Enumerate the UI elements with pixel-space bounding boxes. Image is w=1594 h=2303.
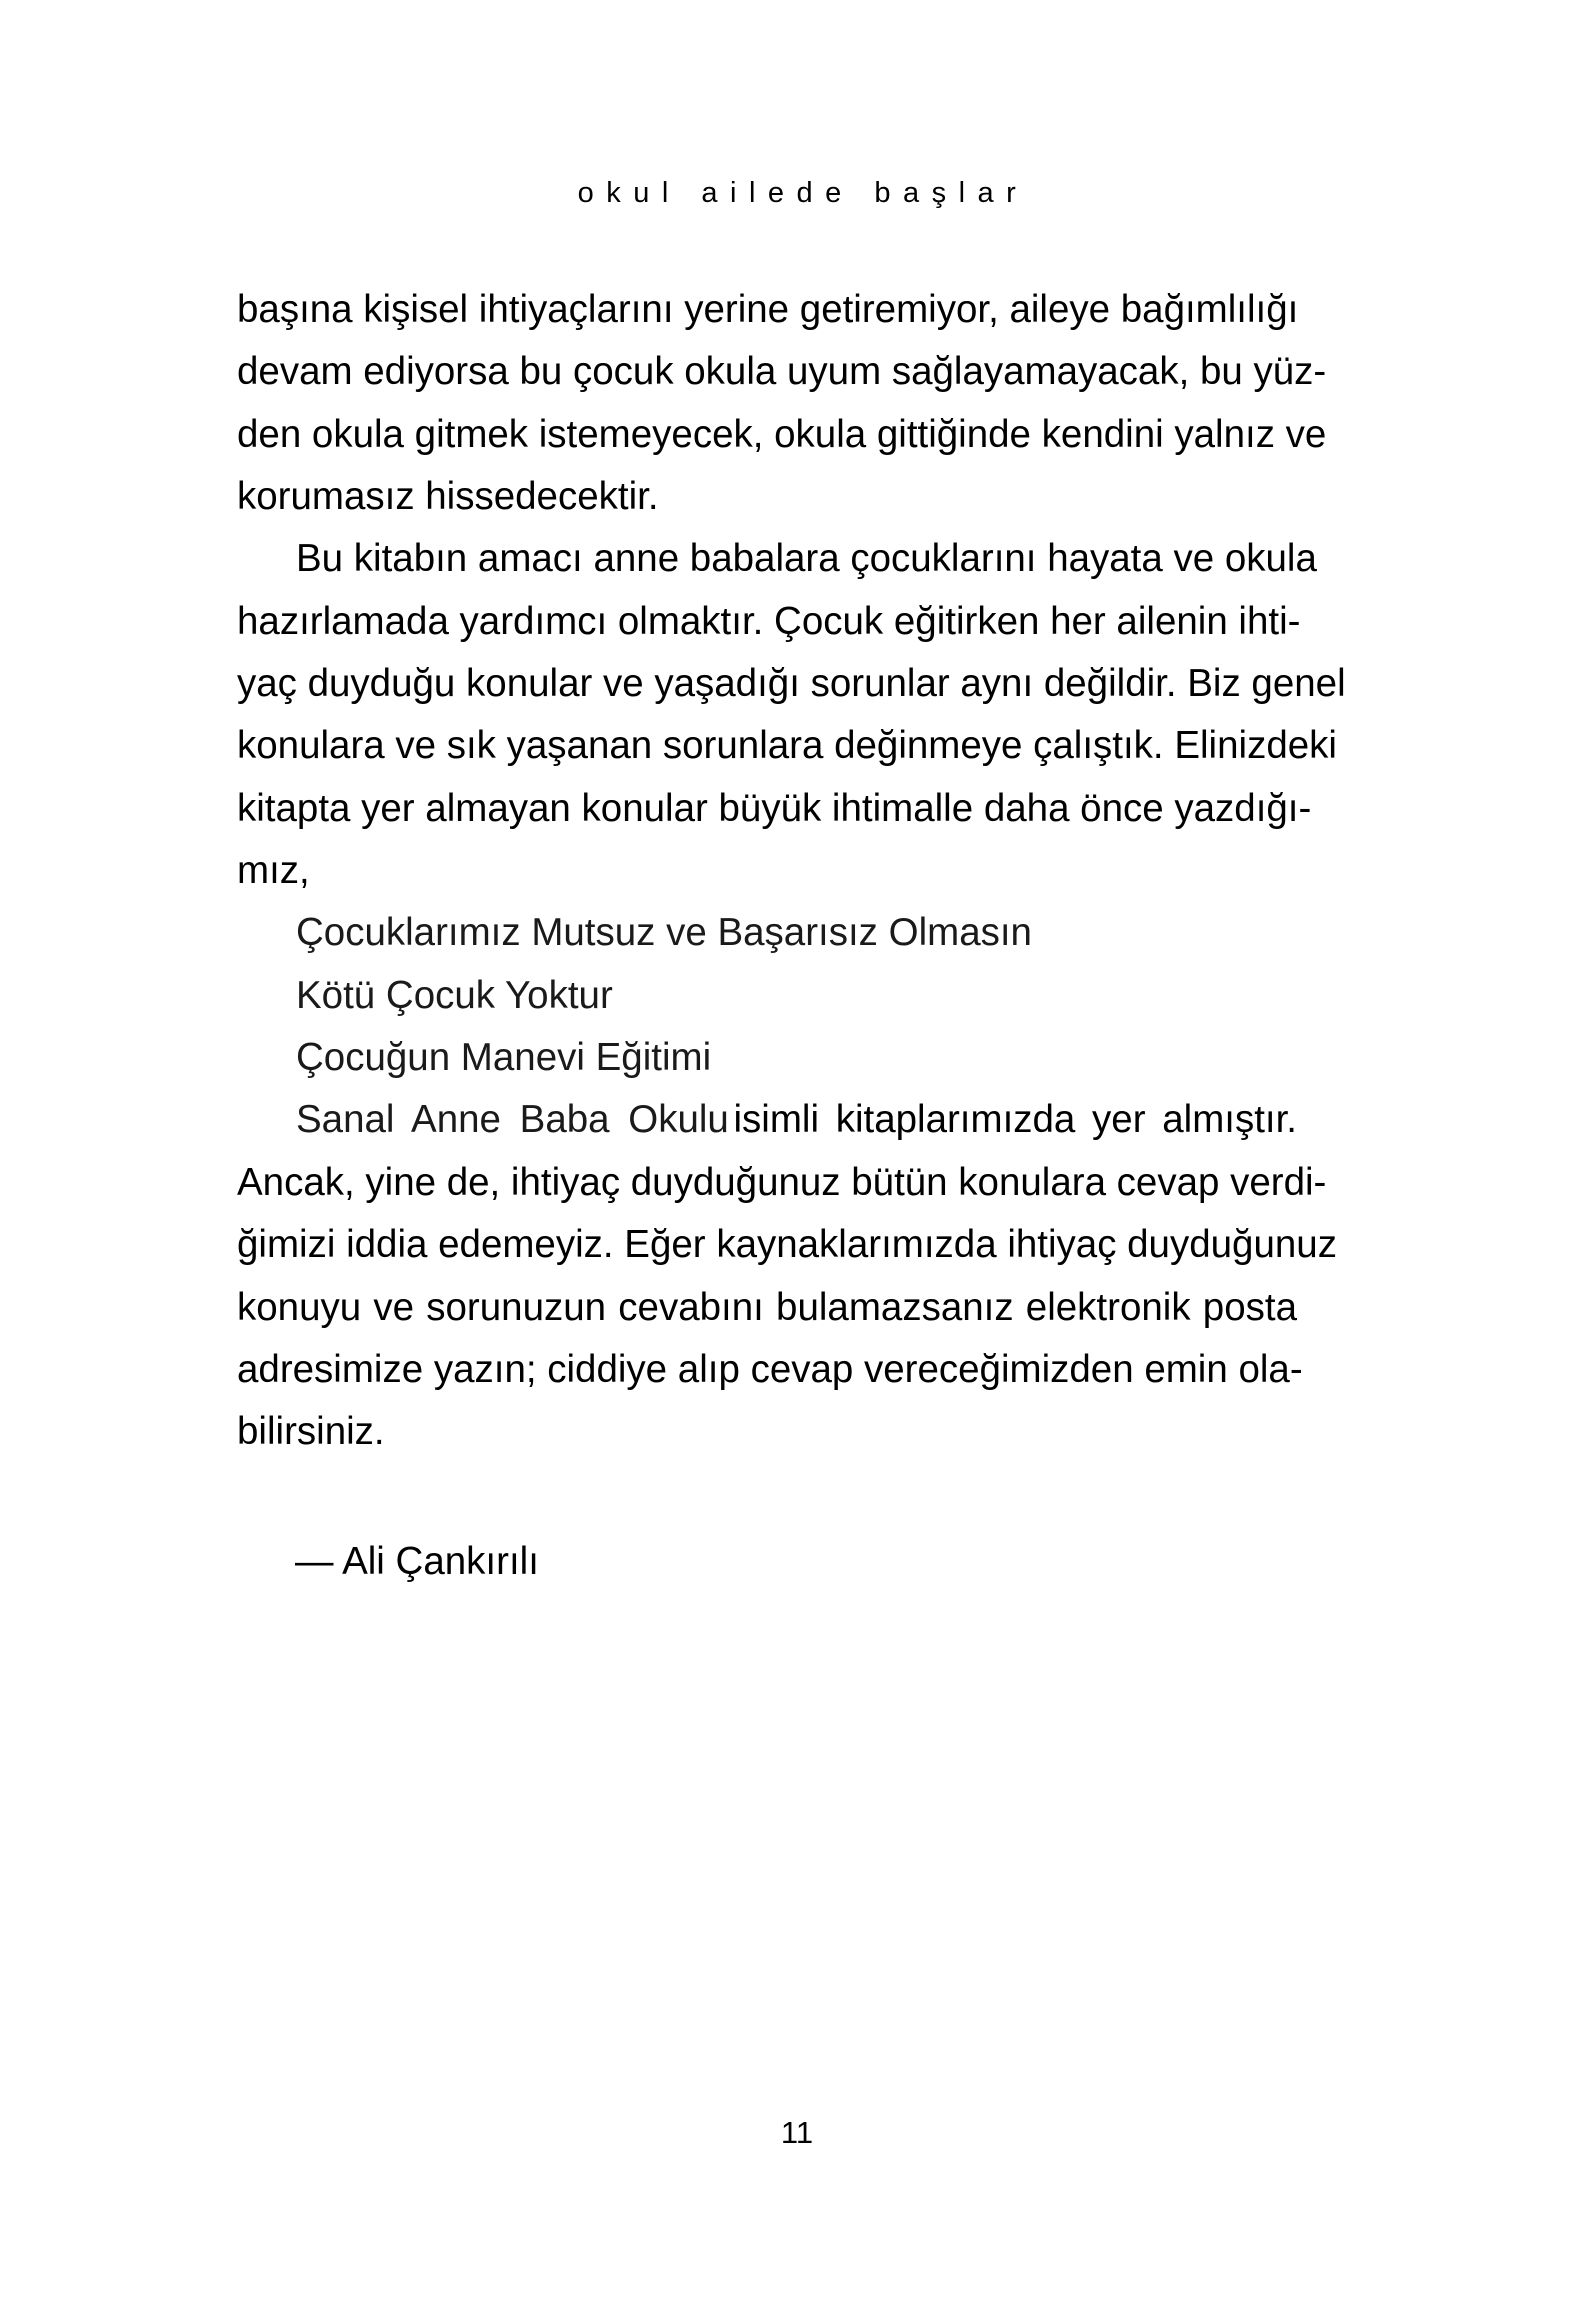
author-signature: — Ali Çankırılı: [295, 1540, 539, 1583]
paragraph-3: [237, 1089, 1337, 1463]
text-line: adresimize yazın; ciddiye alıp cevap vereceğimizden emin ola-: [237, 1347, 1303, 1391]
paragraph-1: [237, 279, 1327, 528]
book-title-list: [237, 902, 1297, 1089]
text-line: korumasız hissedecektir.: [237, 475, 659, 519]
body-text: [237, 279, 1346, 1464]
text-line: konulara ve sık yaşanan sorunlara değinmeye çalıştık. Elinizdeki: [237, 724, 1337, 768]
text-line: den okula gitmek istemeyecek, okula gittiğinde kendini yalnız ve: [237, 412, 1327, 456]
book-title: Sanal Anne Baba Okulu: [296, 1098, 729, 1142]
text-line: kitapta yer almayan konular büyük ihtimalle daha önce yazdığı-: [237, 786, 1312, 830]
book-title: Kötü Çocuk Yoktur: [296, 973, 613, 1017]
text-line: bilirsiniz.: [237, 1410, 385, 1454]
text-line: [237, 1089, 1297, 1151]
text-line: Ancak, yine de, ihtiyaç duyduğunuz bütün konulara cevap verdi-: [237, 1160, 1327, 1204]
text-line: konuyu ve sorunuzun cevabını bulamazsanız elektronik posta: [237, 1285, 1297, 1329]
text-line: mız,: [237, 849, 310, 893]
book-title: Çocuklarımız Mutsuz ve Başarısız Olmasın: [296, 911, 1032, 955]
text-fragment: isimli kitaplarımızda yer almıştır.: [733, 1098, 1297, 1142]
text-line: Bu kitabın amacı anne babalara çocuklarını hayata ve okula: [296, 537, 1317, 581]
text-line: ğimizi iddia edemeyiz. Eğer kaynaklarımızda ihtiyaç duyduğunuz: [237, 1223, 1337, 1267]
text-line: yaç duyduğu konular ve yaşadığı sorunlar aynı değildir. Biz genel: [237, 662, 1346, 706]
text-line: hazırlamada yardımcı olmaktır. Çocuk eğitirken her ailenin ihti-: [237, 599, 1301, 643]
book-title: Çocuğun Manevi Eğitimi: [296, 1036, 712, 1080]
text-line: devam ediyorsa bu çocuk okula uyum sağlayamayacak, bu yüz-: [237, 350, 1327, 394]
running-head: okul ailede başlar: [577, 177, 1029, 209]
text-line: başına kişisel ihtiyaçlarını yerine getiremiyor, aileye bağımlılığı: [237, 288, 1299, 331]
page-number: 11: [780, 2115, 814, 2150]
paragraph-2: [237, 528, 1346, 902]
